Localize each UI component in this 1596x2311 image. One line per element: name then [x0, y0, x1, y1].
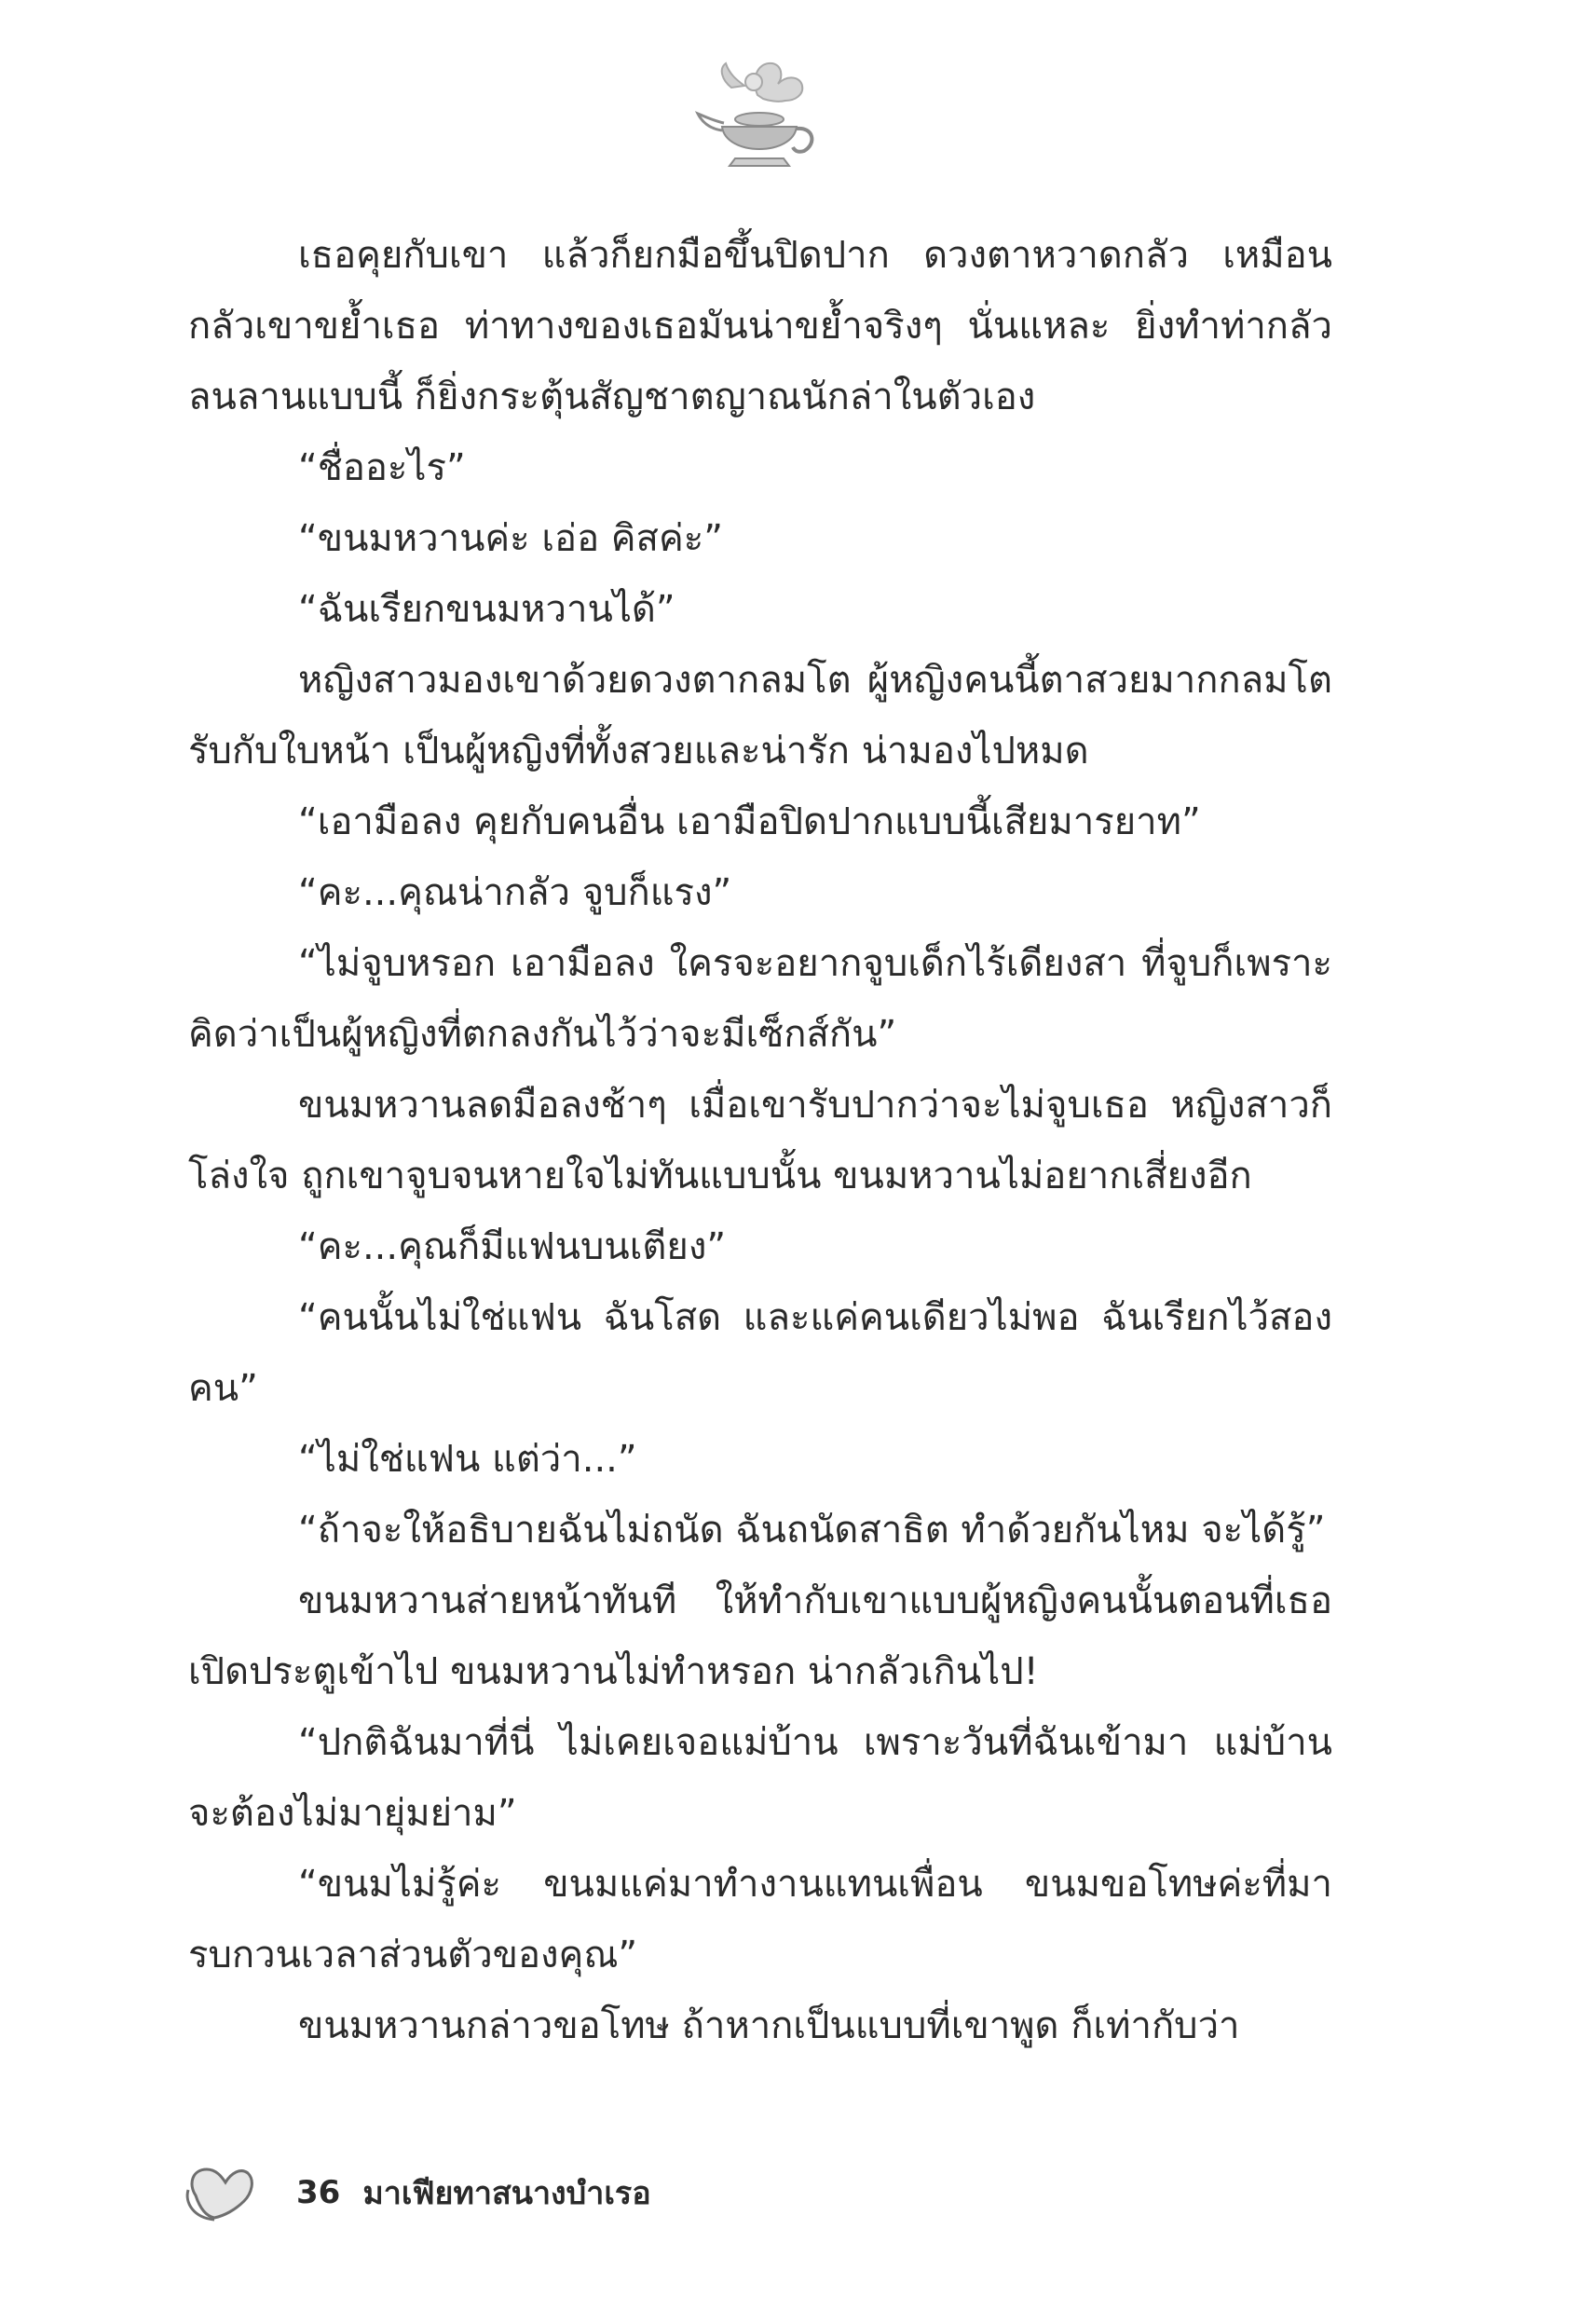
paragraph: “ปกติฉันมาที่นี่ ไม่เคยเจอแม่บ้าน เพราะวันที่ฉันเข้ามา แม่บ้านจะต้องไม่มายุ่มย่าม”	[188, 1721, 1332, 1835]
paragraph: เธอคุยกับเขา แล้วก็ยกมือขึ้นปิดปาก ดวงตาหวาดกลัว เหมือนกลัวเขาขย้ำเธอ ท่าทางของเธอมันน่าขย้ำจริงๆ นั่นแหละ ยิ่งทำท่ากลัวลนลานแบบนี้ ก็ยิ่งกระตุ้นสัญชาตญาณนักล่าในตัวเอง	[188, 234, 1332, 418]
paragraph: หญิงสาวมองเขาด้วยดวงตากลมโต ผู้หญิงคนนี้ตาสวยมากกลมโตรับกับใบหน้า เป็นผู้หญิงที่ทั้งสวยและน่ารัก น่ามองไปหมด	[188, 659, 1332, 773]
cupid-teapot-ornament-icon	[694, 54, 825, 175]
paragraph: “ฉันเรียกขนมหวานได้”	[298, 588, 675, 631]
paragraph: “คนนั้นไม่ใช่แฟน ฉันโสด และแค่คนเดียวไม่พอ ฉันเรียกไว้สองคน”	[188, 1296, 1332, 1410]
paragraph: “ถ้าจะให้อธิบายฉันไม่ถนัด ฉันถนัดสาธิต ทำด้วยกันไหม จะได้รู้”	[298, 1509, 1326, 1552]
paragraph: ขนมหวานส่ายหน้าทันที ให้ทำกับเขาแบบผู้หญิงคนนั้นตอนที่เธอเปิดประตูเข้าไป ขนมหวานไม่ทำหรอก น่ากลัวเกินไป!	[188, 1579, 1332, 1693]
paragraph: “เอามือลง คุยกับคนอื่น เอามือปิดปากแบบนี้เสียมารยาท”	[298, 800, 1201, 843]
page-footer	[183, 2160, 835, 2225]
heart-outline-icon	[183, 2162, 255, 2223]
paragraph: “ไม่ใช่แฟน แต่ว่า...”	[298, 1438, 637, 1481]
paragraph: “คะ...คุณน่ากลัว จูบก็แรง”	[298, 871, 732, 914]
paragraph: “ไม่จูบหรอก เอามือลง ใครจะอยากจูบเด็กไร้เดียงสา ที่จูบก็เพราะคิดว่าเป็นผู้หญิงที่ตกลงกันไว้ว่าจะมีเซ็กส์กัน”	[188, 942, 1332, 1056]
paragraph: “คะ...คุณก็มีแฟนบนเตียง”	[298, 1225, 727, 1268]
paragraph: ขนมหวานกล่าวขอโทษ ถ้าหากเป็นแบบที่เขาพูด ก็เท่ากับว่า	[298, 2004, 1240, 2047]
book-title: มาเฟียทาสนางบำเรอ	[362, 2175, 651, 2212]
paragraph: “ชื่ออะไร”	[298, 446, 466, 489]
paragraph: “ขนมไม่รู้ค่ะ ขนมแค่มาทำงานแทนเพื่อน ขนมขอโทษค่ะที่มารบกวนเวลาส่วนตัวของคุณ”	[188, 1863, 1332, 1976]
paragraph: “ขนมหวานค่ะ เอ่อ คิสค่ะ”	[298, 517, 723, 560]
page-number: 36	[296, 2174, 341, 2211]
body-text	[188, 220, 1332, 2061]
paragraph: ขนมหวานลดมือลงช้าๆ เมื่อเขารับปากว่าจะไม่จูบเธอ หญิงสาวก็โล่งใจ ถูกเขาจูบจนหายใจไม่ทันแบบนั้น ขนมหวานไม่อยากเสี่ยงอีก	[188, 1084, 1332, 1197]
